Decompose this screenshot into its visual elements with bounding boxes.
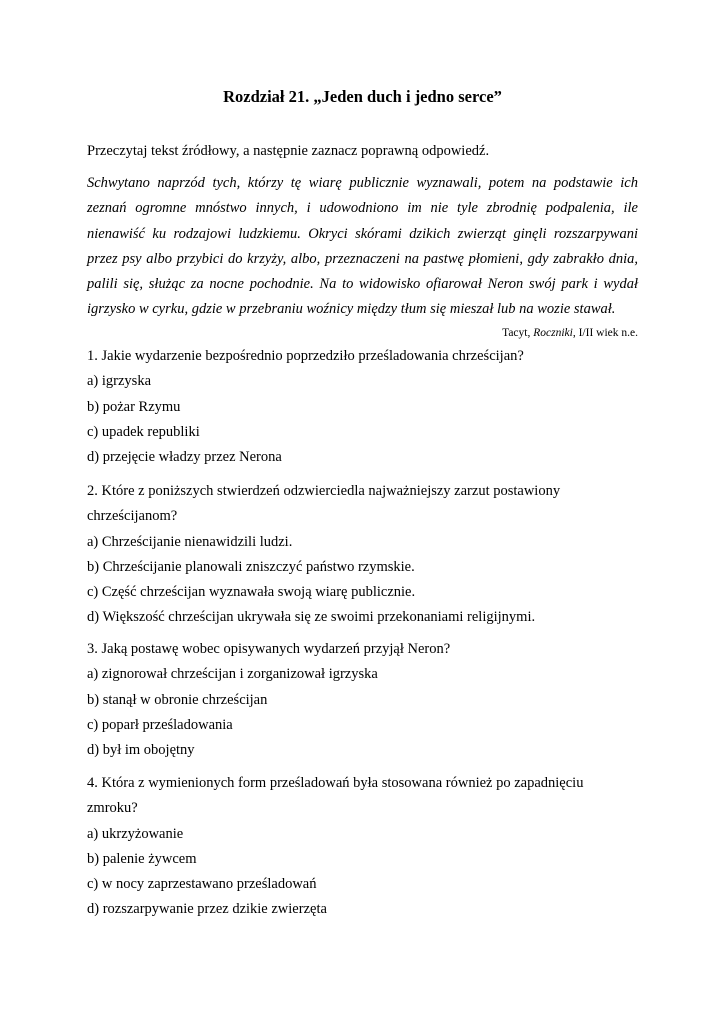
answer-option[interactable]: c) upadek republiki: [87, 423, 200, 440]
answer-option[interactable]: c) poparł prześladowania: [87, 716, 233, 733]
answer-option[interactable]: a) zignorował chrześcijan i zorganizował igrzyska: [87, 666, 378, 683]
question-2: [87, 479, 647, 631]
answer-option[interactable]: d) był im obojętny: [87, 742, 195, 759]
citation-date: , I/II wiek n.e.: [572, 327, 638, 339]
answer-option[interactable]: c) w nocy zaprzestawano prześladowań: [87, 876, 317, 893]
answer-option[interactable]: b) palenie żywcem: [87, 850, 197, 867]
question-1: [87, 344, 647, 470]
answer-option[interactable]: a) igrzyska: [87, 373, 152, 390]
source-line: Schwytano naprzód tych, którzy tę wiarę publicznie wyznawali, potem na podstawie ich: [87, 175, 638, 191]
answer-option[interactable]: c) Część chrześcijan wyznawała swoją wiarę publicznie.: [87, 584, 416, 601]
source-line: zeznań ogromne mnóstwo innych, i udowodniono im nie tyle zbrodnię podpalenia, ile: [87, 200, 638, 217]
answer-option[interactable]: a) Chrześcijanie nienawidzili ludzi.: [87, 533, 293, 550]
question-4: [87, 771, 647, 923]
question-text: 1. Jakie wydarzenie bezpośrednio poprzedziło prześladowania chrześcijan?: [87, 348, 524, 364]
page-title: Rozdział 21. „Jeden duch i jedno serce”: [223, 87, 502, 106]
question-3: [87, 637, 647, 763]
instruction-text: Przeczytaj tekst źródłowy, a następnie zaznacz poprawną odpowiedź.: [87, 143, 490, 159]
question-text-continued: zmroku?: [87, 800, 138, 817]
answer-option[interactable]: d) Większość chrześcijan ukrywała się ze swoimi przekonaniami religijnymi.: [87, 609, 536, 626]
question-text: 4. Która z wymienionych form prześladowań była stosowana również po zapadnięciu: [87, 775, 584, 791]
source-citation: [502, 325, 638, 341]
question-text-continued: chrześcijanom?: [87, 508, 178, 525]
source-line: palili się, służąc za nocne pochodnie. Na to widowisko ofiarował Neron swój park i wydał: [87, 276, 638, 293]
question-text: 2. Które z poniższych stwierdzeń odzwierciedla najważniejszy zarzut postawiony: [87, 483, 561, 499]
answer-option[interactable]: b) Chrześcijanie planowali zniszczyć państwo rzymskie.: [87, 558, 415, 575]
source-text: [87, 171, 638, 323]
answer-option[interactable]: b) stanął w obronie chrześcijan: [87, 691, 268, 708]
answer-option[interactable]: b) pożar Rzymu: [87, 398, 181, 415]
source-line: igrzysko w cyrku, gdzie w przebraniu woźnicy między tłum się mieszał lub na wozie stawał.: [87, 301, 616, 318]
source-line: przez psy albo przybici do krzyży, albo, przeznaczeni na pastwę płomieni, gdy zabrakło dnia,: [87, 250, 638, 267]
question-text: 3. Jaką postawę wobec opisywanych wydarzeń przyjął Neron?: [87, 641, 451, 657]
citation-work: Roczniki: [533, 327, 573, 339]
citation-author: Tacyt,: [502, 327, 534, 339]
source-line: nienawiść ku rodzajowi ludzkiemu. Okryci skórami dzikich zwierząt ginęli rozszarpywani: [87, 225, 638, 242]
answer-option[interactable]: d) przejęcie władzy przez Nerona: [87, 449, 282, 466]
answer-option[interactable]: d) rozszarpywanie przez dzikie zwierzęta: [87, 901, 327, 918]
answer-option[interactable]: a) ukrzyżowanie: [87, 825, 184, 842]
